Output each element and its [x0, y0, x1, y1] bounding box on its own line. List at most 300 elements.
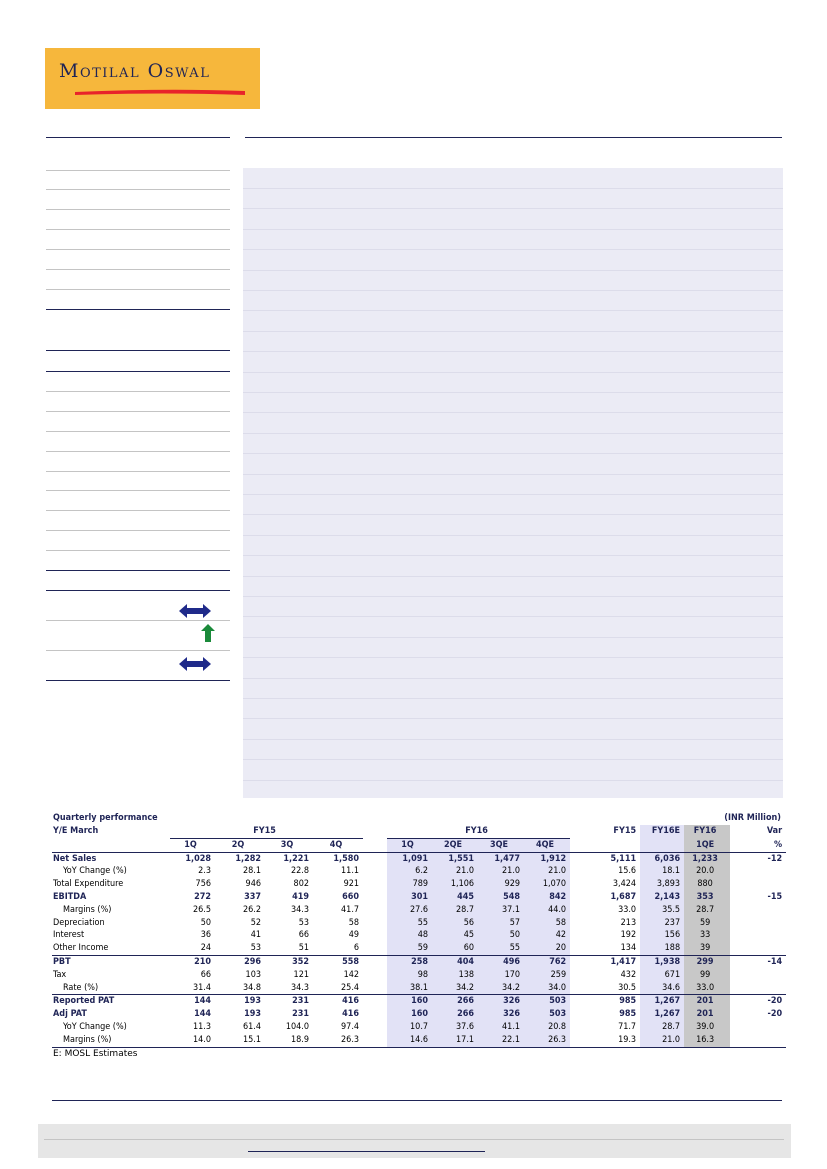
table-cell: 59 [684, 917, 730, 930]
table-cell: 1,477 [478, 852, 524, 865]
table-row [52, 1008, 786, 1021]
table-cell: 2,143 [640, 891, 684, 904]
table-cell: 1QE [684, 838, 730, 852]
table-cell: 6,036 [640, 852, 684, 865]
table-cell: FY15 [613, 826, 637, 837]
table-cell [363, 955, 387, 968]
sidebar-rule [46, 490, 230, 491]
table-cell: 36 [200, 930, 211, 941]
table-cell: 142 [343, 969, 360, 980]
table-cell: 99 [684, 969, 730, 982]
footer-link[interactable] [248, 1151, 485, 1152]
table-cell [363, 852, 387, 865]
table-cell: 18.9 [265, 1034, 313, 1047]
table-cell: 56 [432, 917, 478, 930]
table-cell [594, 838, 640, 852]
table-cell: YoY Change (%) [63, 1021, 127, 1032]
table-cell [363, 969, 387, 982]
table-cell: 880 [684, 878, 730, 891]
panel-rule [243, 780, 783, 781]
table-cell [570, 865, 594, 878]
table-cell: 55 [478, 942, 524, 955]
table-cell: 193 [244, 1009, 261, 1020]
table-cell: 419 [292, 891, 309, 902]
table-cell [730, 929, 786, 942]
panel-rule [243, 474, 783, 475]
table-cell [363, 942, 387, 955]
table-cell: Other Income [53, 943, 109, 954]
table-cell: 192 [620, 930, 637, 941]
panel-rule [243, 657, 783, 658]
panel-rule [243, 310, 783, 311]
table-cell: 20 [524, 942, 570, 955]
table-cell: 20.0 [684, 865, 730, 878]
table-cell: 548 [478, 891, 524, 904]
table-cell: 1,912 [524, 852, 570, 865]
summary-panel [243, 168, 783, 798]
table-cell: 160 [387, 1008, 432, 1021]
table-cell [730, 969, 786, 982]
table-cell: 31.4 [192, 982, 211, 993]
table-cell: -15 [767, 891, 783, 902]
footer-divider [52, 1100, 782, 1101]
table-cell: 188 [640, 942, 684, 955]
table-cell: 1,551 [432, 852, 478, 865]
table-cell: Tax [53, 969, 67, 980]
sidebar-rule [46, 530, 230, 531]
table-cell: 1,106 [432, 878, 478, 891]
table-cell: 26.3 [524, 1034, 570, 1047]
sidebar-rule [46, 289, 230, 290]
table-cell [570, 1034, 594, 1047]
table-cell: Depreciation [53, 917, 105, 928]
table-cell: 66 [200, 969, 211, 980]
table-cell: 41.7 [341, 904, 360, 915]
table-cell [570, 852, 594, 865]
table-row [52, 942, 786, 955]
table-cell: Y/E March [53, 826, 99, 837]
table-cell: 16.3 [684, 1034, 730, 1047]
table-cell [730, 1034, 786, 1047]
table-cell: 57 [478, 917, 524, 930]
table-cell: 21.0 [432, 865, 478, 878]
table-cell: 1Q [387, 838, 432, 852]
table-cell: 1,267 [640, 1008, 684, 1021]
table-cell: 1,070 [524, 878, 570, 891]
table-cell: 11.1 [341, 866, 360, 877]
footer-rule [44, 1139, 784, 1140]
table-cell: 3,893 [640, 878, 684, 891]
table-cell: 4Q [313, 838, 363, 852]
table-cell: 1,687 [610, 891, 637, 902]
table-cell [363, 929, 387, 942]
table-cell [570, 904, 594, 917]
table-cell: 50 [478, 929, 524, 942]
double-arrow-icon [179, 604, 211, 618]
table-cell: 144 [194, 1009, 211, 1020]
table-cell: 789 [387, 878, 432, 891]
table-cell: 18.1 [640, 865, 684, 878]
table-cell: 37.1 [478, 904, 524, 917]
table-cell: 4QE [524, 838, 570, 852]
table-cell: EBITDA [53, 891, 87, 902]
table-cell: 503 [524, 1008, 570, 1021]
table-cell: 299 [684, 955, 730, 968]
table-cell: 14.0 [170, 1034, 215, 1047]
table-cell: 2QE [432, 838, 478, 852]
company-logo [45, 48, 260, 109]
table-cell: 11.3 [192, 1021, 211, 1032]
table-cell: -20 [767, 1009, 783, 1020]
table-cell [570, 917, 594, 930]
table-row [52, 1021, 786, 1034]
up-arrow-icon [201, 624, 215, 642]
table-cell: 34.3 [290, 982, 309, 993]
table-cell: 1,580 [313, 852, 363, 865]
table-cell: 1,417 [594, 955, 640, 968]
table-cell: 50 [200, 917, 211, 928]
table-cell: 296 [215, 955, 265, 968]
table-cell: 97.4 [341, 1021, 360, 1032]
table-cell [730, 1021, 786, 1034]
table-cell [570, 891, 594, 904]
table-cell: 1,267 [640, 995, 684, 1008]
table-cell: 160 [387, 995, 432, 1008]
table-cell: 25.4 [341, 982, 360, 993]
table-cell: 45 [432, 929, 478, 942]
table-cell [570, 955, 594, 968]
sidebar-rule [46, 371, 230, 372]
table-cell: FY16E [640, 825, 684, 838]
sidebar-rule [46, 229, 230, 230]
table-row [52, 969, 786, 982]
table-cell: FY16 [387, 825, 570, 838]
table-cell: 1,221 [265, 852, 313, 865]
logo-text: Motilal Oswal [59, 60, 211, 82]
table-cell: 21.0 [478, 865, 524, 878]
table-cell: 985 [619, 1009, 637, 1020]
table-cell: 1,282 [215, 852, 265, 865]
panel-rule [243, 290, 783, 291]
panel-rule [243, 555, 783, 556]
table-cell [363, 1021, 387, 1034]
table-cell [730, 982, 786, 995]
table-cell: 26.5 [192, 904, 211, 915]
table-cell: 51 [298, 943, 309, 954]
table-row [52, 917, 786, 930]
table-cell: 98 [387, 969, 432, 982]
table-cell: 24 [200, 943, 211, 954]
sidebar-rule [46, 510, 230, 511]
table-cell [363, 982, 387, 995]
sidebar-rule [46, 431, 230, 432]
panel-rule [243, 494, 783, 495]
table-cell [363, 878, 387, 891]
table-cell: 14.6 [387, 1034, 432, 1047]
table-cell: 671 [640, 969, 684, 982]
table-cell: 201 [684, 1008, 730, 1021]
table-cell: 10.7 [387, 1021, 432, 1034]
table-row [52, 878, 786, 891]
table-cell: 756 [195, 879, 211, 890]
table-cell: 60 [432, 942, 478, 955]
panel-rule [243, 188, 783, 189]
panel-rule [243, 596, 783, 597]
table-cell: PBT [52, 955, 170, 968]
table-cell: 660 [342, 891, 360, 902]
panel-rule [243, 433, 783, 434]
table-cell: 170 [478, 969, 524, 982]
table-cell [363, 904, 387, 917]
table-cell: 41.1 [478, 1021, 524, 1034]
table-cell: 416 [313, 995, 363, 1008]
table-cell: 3QE [478, 838, 524, 852]
data-grid [52, 825, 786, 1048]
table-cell [363, 1008, 387, 1021]
table-cell: 104.0 [285, 1021, 309, 1032]
table-cell: 15.1 [215, 1034, 265, 1047]
table-cell: 35.5 [640, 904, 684, 917]
table-cell: 34.8 [242, 982, 261, 993]
panel-rule [243, 637, 783, 638]
table-cell: 404 [432, 955, 478, 968]
table-cell: 28.7 [684, 904, 730, 917]
table-cell: 929 [478, 878, 524, 891]
table-cell: 103 [245, 969, 261, 980]
table-cell: 3Q [265, 838, 313, 852]
quarterly-performance-table [52, 813, 782, 1048]
table-title: Quarterly performance [53, 813, 158, 823]
panel-rule [243, 392, 783, 393]
table-cell: FY16 [684, 825, 730, 838]
table-cell: 22.1 [478, 1034, 524, 1047]
table-cell: 985 [594, 995, 640, 1008]
table-header-row [52, 838, 786, 852]
table-cell [363, 865, 387, 878]
panel-rule [243, 270, 783, 271]
table-cell [730, 904, 786, 917]
table-cell: 48 [387, 929, 432, 942]
table-cell: Margins (%) [63, 904, 112, 915]
table-cell: 22.8 [290, 866, 309, 877]
table-cell: 558 [313, 955, 363, 968]
panel-rule [243, 759, 783, 760]
sidebar-rule [46, 471, 230, 472]
sidebar-rule [46, 170, 230, 171]
table-cell: 496 [478, 955, 524, 968]
table-cell: 53 [298, 917, 309, 928]
panel-rule [243, 616, 783, 617]
sidebar-rule [46, 209, 230, 210]
sidebar-rule [46, 249, 230, 250]
table-cell: 1,028 [170, 852, 215, 865]
table-cell: 20.8 [524, 1021, 570, 1034]
table-cell: 41 [250, 930, 261, 941]
panel-rule [243, 576, 783, 577]
table-cell: 58 [524, 917, 570, 930]
sidebar-rule [46, 620, 230, 621]
sidebar-rule [46, 570, 230, 571]
table-cell: 37.6 [432, 1021, 478, 1034]
sidebar-rule [46, 650, 230, 651]
table-cell: 213 [620, 917, 637, 928]
table-cell: Total Expenditure [53, 879, 124, 890]
table-cell: 38.1 [387, 982, 432, 995]
table-header-row [52, 825, 786, 838]
table-cell: 28.1 [242, 866, 261, 877]
table-cell [570, 878, 594, 891]
table-cell: 21.0 [524, 865, 570, 878]
table-cell: 15.6 [618, 866, 637, 877]
table-cell: -12 [730, 852, 786, 865]
table-row [52, 904, 786, 917]
table-cell: Adj PAT [53, 1009, 87, 1020]
table-cell [52, 838, 170, 852]
table-cell: 5,111 [594, 852, 640, 865]
table-cell [363, 891, 387, 904]
table-cell: 266 [432, 1008, 478, 1021]
table-cell: 58 [348, 917, 360, 928]
table-cell: 326 [478, 995, 524, 1008]
table-cell: 49 [348, 930, 360, 941]
panel-rule [243, 249, 783, 250]
table-row [52, 955, 786, 968]
table-cell [570, 838, 594, 852]
table-cell: 34.2 [432, 982, 478, 995]
table-cell [570, 1008, 594, 1021]
panel-rule [243, 535, 783, 536]
panel-rule [243, 351, 783, 352]
table-cell: 138 [432, 969, 478, 982]
table-cell: 210 [170, 955, 215, 968]
table-cell: YoY Change (%) [63, 866, 127, 877]
table-cell: 34.3 [290, 904, 309, 915]
table-cell: % [730, 838, 786, 852]
table-cell: 33.0 [618, 904, 637, 915]
table-cell: 61.4 [242, 1021, 261, 1032]
table-cell: -14 [730, 955, 786, 968]
table-cell: 53 [250, 943, 261, 954]
table-cell: 1,091 [387, 852, 432, 865]
table-cell: 802 [293, 879, 309, 890]
table-cell: 71.7 [618, 1021, 637, 1032]
table-cell: 301 [387, 891, 432, 904]
table-cell: 59 [387, 942, 432, 955]
table-cell [570, 995, 594, 1008]
panel-rule [243, 372, 783, 373]
sidebar-rule [46, 269, 230, 270]
table-cell: 353 [684, 891, 730, 904]
table-cell: 39 [684, 942, 730, 955]
double-arrow-icon [179, 657, 211, 671]
table-cell: 39.0 [684, 1021, 730, 1034]
table-cell [363, 825, 387, 838]
table-cell: 28.7 [640, 1021, 684, 1034]
panel-rule [243, 698, 783, 699]
table-cell: 921 [343, 879, 360, 890]
table-cell: 193 [215, 995, 265, 1008]
sidebar-rule [46, 189, 230, 190]
table-cell [363, 917, 387, 930]
table-row [52, 1034, 786, 1047]
table-cell: 272 [194, 891, 211, 902]
table-cell: 28.7 [432, 904, 478, 917]
sidebar-rule [46, 550, 230, 551]
table-cell: 156 [640, 929, 684, 942]
table-cell: 259 [524, 969, 570, 982]
table-cell: 30.5 [618, 982, 637, 993]
table-cell: 1,938 [640, 955, 684, 968]
table-cell: 121 [293, 969, 309, 980]
table-cell: 201 [684, 995, 730, 1008]
table-cell: 55 [387, 917, 432, 930]
table-cell: Var [766, 826, 783, 837]
table-cell [363, 995, 387, 1008]
table-cell: 416 [342, 1009, 360, 1020]
table-cell: 2.3 [198, 866, 211, 877]
table-cell: 762 [524, 955, 570, 968]
table-cell: 26.2 [242, 904, 261, 915]
sidebar-rule [46, 590, 230, 591]
panel-rule [243, 739, 783, 740]
sidebar-rule [46, 350, 230, 351]
table-cell: 66 [298, 930, 309, 941]
table-cell: 445 [432, 891, 478, 904]
panel-rule [243, 229, 783, 230]
panel-rule [243, 412, 783, 413]
table-cell: 6.2 [387, 865, 432, 878]
table-cell: 21.0 [640, 1034, 684, 1047]
table-cell: 33.0 [684, 982, 730, 995]
table-cell [570, 969, 594, 982]
footer-bar [38, 1124, 791, 1158]
table-row [52, 982, 786, 995]
table-cell: 237 [640, 917, 684, 930]
table-cell: 17.1 [432, 1034, 478, 1047]
table-cell [570, 982, 594, 995]
table-cell: 33 [684, 929, 730, 942]
table-cell: 34.6 [640, 982, 684, 995]
table-cell: 6 [353, 943, 360, 954]
panel-rule [243, 718, 783, 719]
divider [46, 137, 230, 138]
table-cell [570, 942, 594, 955]
sidebar-rule [46, 411, 230, 412]
table-cell: 2Q [215, 838, 265, 852]
sidebar-rule [46, 451, 230, 452]
table-cell: 946 [245, 879, 261, 890]
table-cell: 231 [265, 995, 313, 1008]
table-cell: Interest [53, 930, 85, 941]
divider [245, 137, 782, 138]
table-cell: -20 [730, 995, 786, 1008]
table-cell: 266 [432, 995, 478, 1008]
table-cell: 3,424 [612, 879, 637, 890]
table-unit: (INR Million) [724, 813, 781, 823]
table-cell: FY15 [170, 825, 363, 838]
table-cell: Margins (%) [52, 1034, 170, 1047]
sidebar-rule [46, 680, 230, 681]
panel-rule [243, 208, 783, 209]
table-row [52, 852, 786, 865]
table-cell: 352 [265, 955, 313, 968]
table-cell [570, 929, 594, 942]
table-cell: 19.3 [594, 1034, 640, 1047]
table-cell [730, 865, 786, 878]
panel-rule [243, 514, 783, 515]
panel-rule [243, 331, 783, 332]
table-cell: 144 [170, 995, 215, 1008]
